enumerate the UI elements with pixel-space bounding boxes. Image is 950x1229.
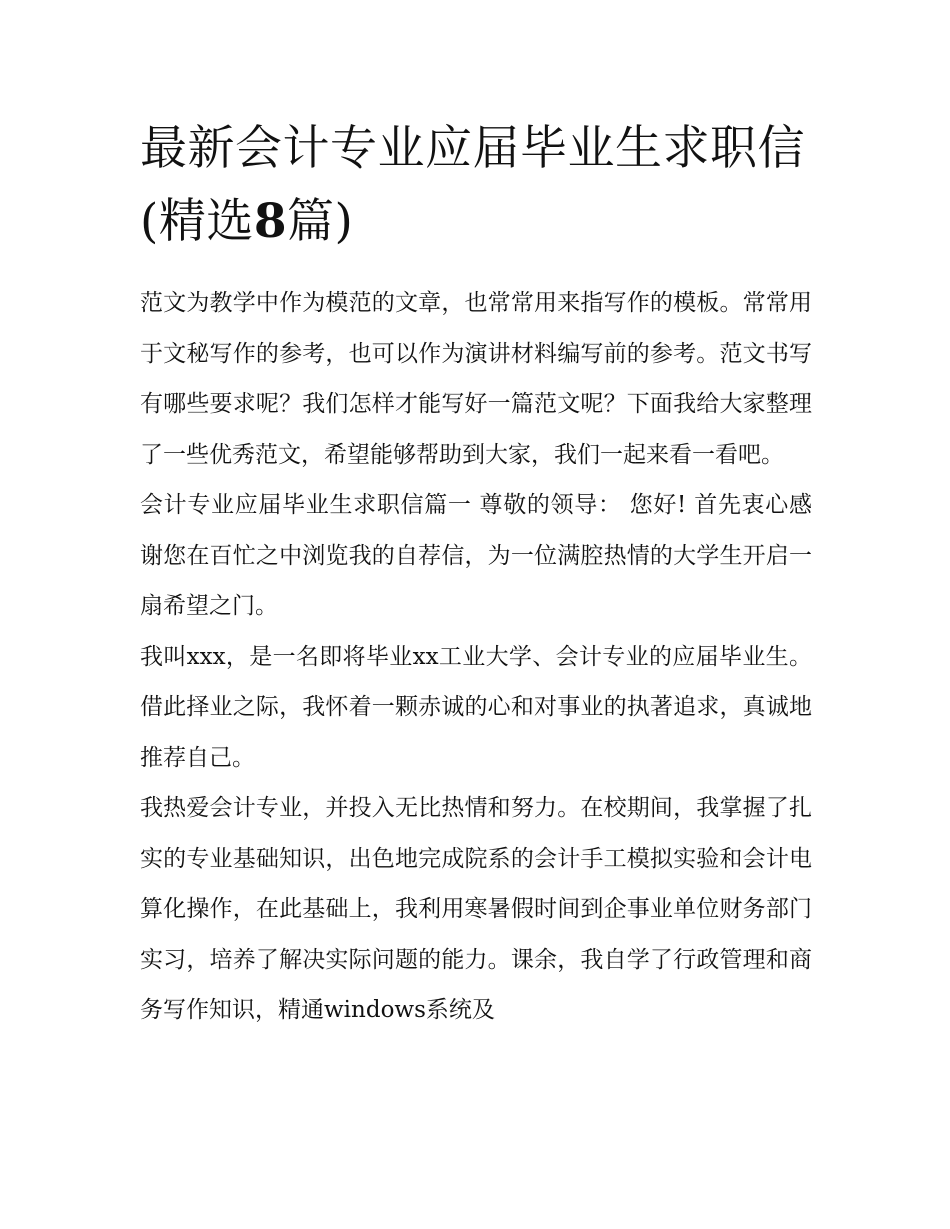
document-title: [140, 112, 812, 258]
title-text-start: 最新会计专业应届毕业生求职信(精选: [140, 121, 805, 249]
title-text-end: 篇): [287, 194, 354, 249]
intro-paragraph: 范文为教学中作为模范的文章，也常常用来指写作的模板。常常用于文秘写作的参考，也可以作为演讲材料编写前的参考。范文书写有哪些要求呢？我们怎样才能写好一篇范文呢？下面我给大家整理了一些优秀范文，希望能够帮助到大家，我们一起来看一看吧。: [140, 290, 812, 468]
self-introduction-paragraph: 我叫xxx，是一名即将毕业xx工业大学、会计专业的应届毕业生。借此择业之际，我怀着一颗赤诚的心和对事业的执著追求，真诚地推荐自己。: [140, 643, 812, 771]
skills-paragraph: 我热爱会计专业，并投入无比热情和努力。在校期间，我掌握了扎实的专业基础知识，出色地完成院系的会计手工模拟实验和会计电算化操作，在此基础上，我利用寒暑假时间到企事业单位财务部门实习，培养了解决实际问题的能力。课余，我自学了行政管理和商务写作知识，精通windows系统及: [140, 795, 812, 1023]
document-page: [140, 112, 812, 1036]
letter-opening-paragraph: 会计专业应届毕业生求职信篇一 尊敬的领导： 您好! 首先衷心感谢您在百忙之中浏览我的自荐信，为一位满腔热情的大学生开启一扇希望之门。: [140, 492, 812, 619]
title-number: 8: [253, 194, 288, 249]
title-spacer: [140, 258, 812, 278]
